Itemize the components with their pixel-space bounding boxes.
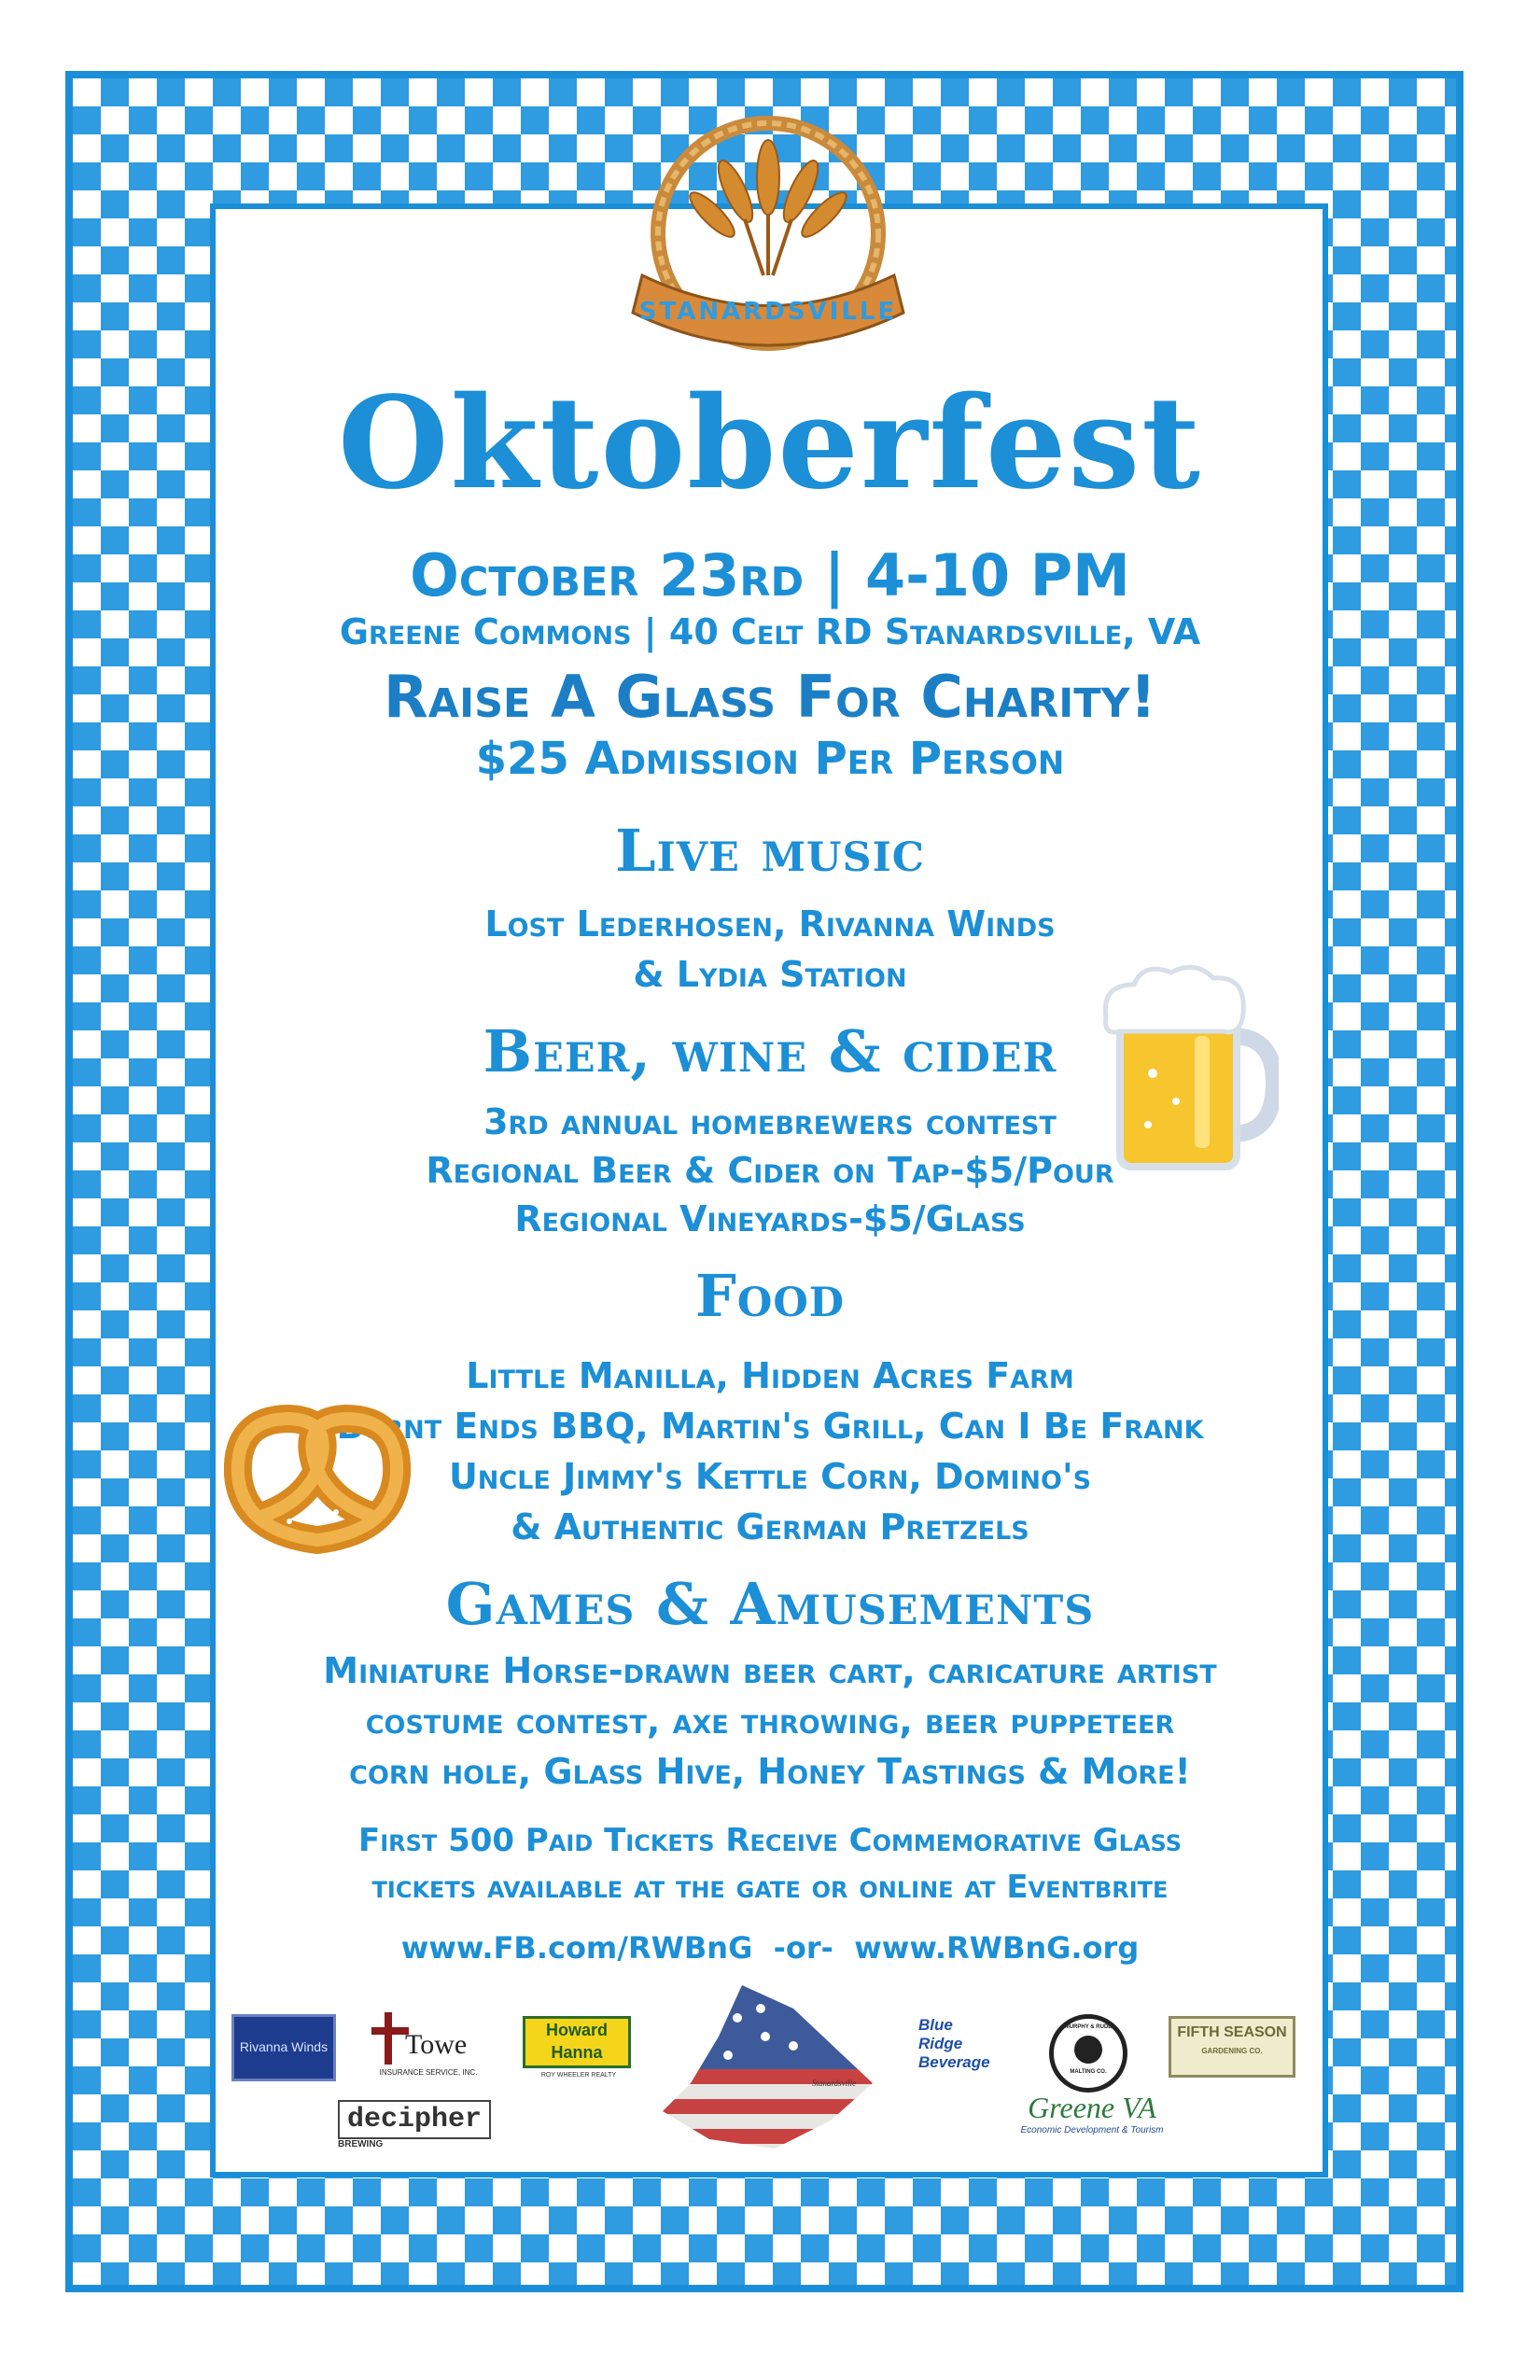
howard-top: Howard [545,2021,608,2039]
towe-sub: INSURANCE SERVICE, INC. [379,2068,478,2077]
admission-line: $25 Admission Per Person [475,733,1065,785]
food-line-3: Uncle Jimmy's Kettle Corn, Domino's [448,1456,1092,1497]
rivanna-label: Rivanna Winds [239,2039,329,2054]
food-line-2: Burnt Ends BBQ, Martin's Grill, Can I Be Frank [336,1406,1204,1447]
music-line-1: Lost Lederhosen, Rivanna Winds [484,903,1056,945]
games-line-2: costume contest, axe throwing, beer puppeteer [365,1701,1175,1742]
section-heading-food: Food [694,1262,846,1330]
games-line-3: corn hole, Glass Hive, Honey Tastings & More! [349,1751,1191,1792]
event-title: Oktoberfest [338,369,1202,518]
logo-banner-text: STANARDSVILLE [638,298,898,326]
section-heading-drinks: Beer, wine & cider [483,1017,1057,1085]
ticket-line-1: First 500 Paid Tickets Receive Commemorative Glass [357,1822,1183,1859]
sponsor-blue-ridge-beverage [918,2009,1012,2089]
wheat-wreath-logo [623,112,913,383]
sponsor-howard-hanna [523,2016,635,2091]
section-heading-music: Live music [615,817,925,885]
fifth-bottom: SEASON [1224,2024,1287,2040]
murphy-top: MURPHY & RUDE [1064,2024,1113,2030]
ticket-line-2: tickets available at the gate or online at Eventbrite [371,1869,1169,1906]
games-line-1: Miniature Horse-drawn beer cart, caricature artist [323,1650,1217,1691]
blue-ridge-line-1: Blue [918,2016,953,2034]
sponsor-towe [368,2009,489,2083]
decipher-sub: BREWING [338,2139,384,2149]
sponsor-decipher-brewing [338,2100,543,2156]
greene-sub: Economic Development & Tourism [1020,2125,1164,2135]
links-line[interactable]: www.FB.com/RWBnG -or- www.RWBnG.org [400,1930,1140,1966]
beer-mug-icon [1092,961,1279,1176]
drinks-line-1: 3rd annual homebrewers contest [483,1101,1057,1142]
fifth-sub: GARDENING CO. [1201,2047,1263,2055]
section-heading-games: Games & Amusements [445,1570,1095,1638]
county-label: Stanardsville [812,2079,857,2088]
decipher-label: decipher [338,2100,491,2139]
towe-label: Towe [405,2029,468,2060]
blue-ridge-line-3: Beverage [918,2053,990,2071]
venue-line: Greene Commons | 40 Celt RD Stanardsville, VA [339,611,1201,652]
drinks-line-3: Regional Vineyards-$5/Glass [514,1198,1026,1239]
greene-label: Greene VA [1028,2091,1156,2124]
drinks-line-2: Regional Beer & Cider on Tap-$5/Pour [426,1150,1114,1191]
food-line-1: Little Manilla, Hidden Acres Farm [466,1355,1074,1396]
greene-county-flag-map [653,1981,877,2158]
sponsor-rivanna-winds [231,2014,336,2081]
murphy-bottom: MALTING CO. [1070,2069,1107,2075]
food-line-4: & Authentic German Pretzels [511,1506,1029,1547]
howard-bottom: Hanna [551,2043,603,2062]
pretzel-icon [224,1400,411,1559]
blue-ridge-line-2: Ridge [918,2035,963,2052]
tagline: Raise A Glass For Charity! [384,663,1156,731]
sponsor-fifth-season [1169,2016,1295,2078]
sponsor-murphy-rude [1049,2014,1127,2093]
music-line-2: & Lydia Station [633,954,907,995]
sponsor-greene-va [989,2091,1195,2156]
date-line: October 23rd | 4-10 PM [410,541,1130,609]
howard-sub: ROY WHEELER REALTY [540,2072,617,2079]
fifth-top: FIFTH [1177,2024,1220,2040]
